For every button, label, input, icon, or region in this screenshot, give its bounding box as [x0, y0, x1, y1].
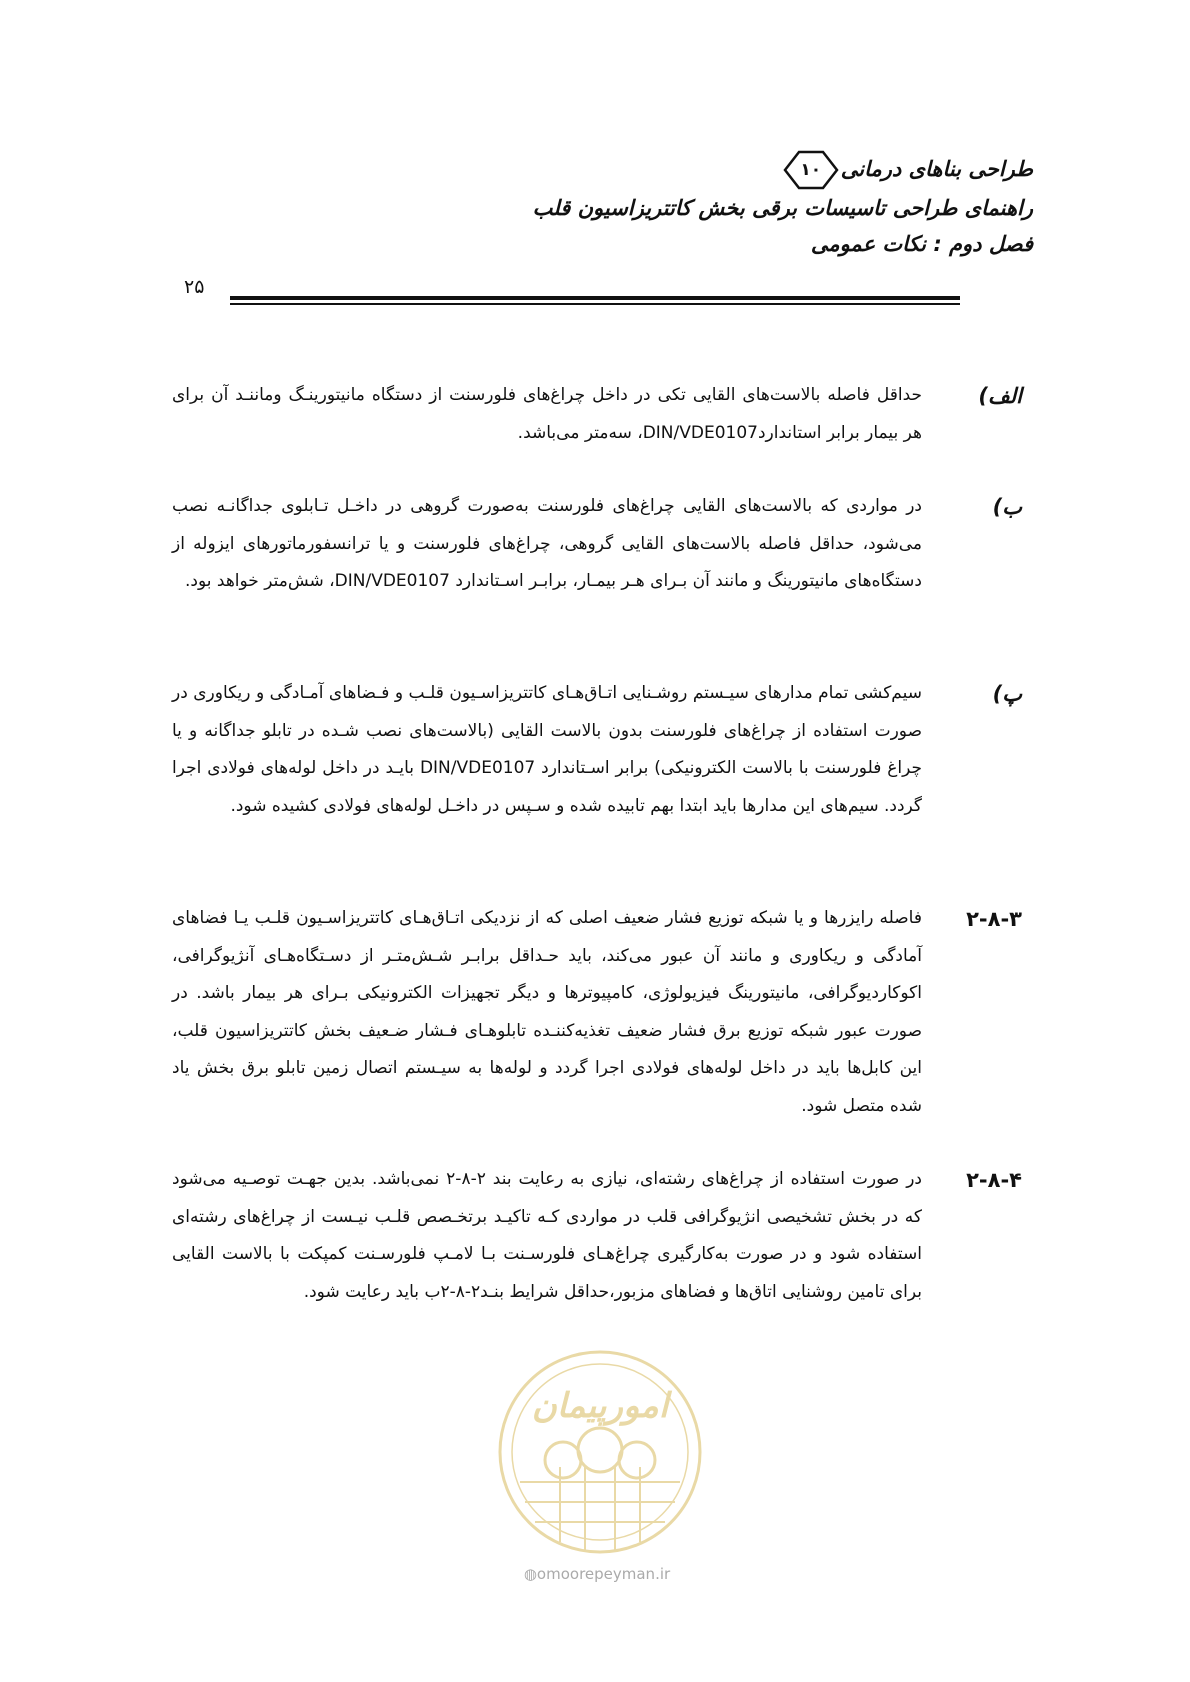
- paragraph-text: در مواردی که بالاست‌های القایی چراغ‌های فلورسنت به‌صورت گروهی در داخـل تـابلوی جداگانـه نصب می‌شود، حداقل فاصله بالاست‌های القایی گروهی، چراغ‌های فلورسنت و یا ترانسفورماتورهای ایزوله از دستگاه‌های مانیتورینگ و مانند آن بـرای هـر بیمـار، برابـر اسـتاندارد DIN/VDE0107، شش‌متر خواهد بود.: [172, 496, 922, 591]
- section-2-8-3: [172, 900, 1022, 1125]
- header-line-3: فصل دوم : نکات عمومی: [810, 232, 1033, 256]
- watermark-url-text: omoorepeyman.ir: [536, 1565, 671, 1583]
- watermark-logo-text: امورپیمان: [531, 1386, 669, 1426]
- paragraph-be: [172, 488, 1022, 601]
- paragraph-pe: [172, 675, 1022, 825]
- globe-icon: ◍: [523, 1565, 537, 1583]
- paragraph-label: ب): [992, 495, 1022, 519]
- section-2-8-4: [172, 1161, 1022, 1311]
- running-header: [213, 150, 1033, 262]
- page-number: ۲۵: [184, 276, 205, 298]
- section-number: ۲-۸-۴: [966, 1168, 1022, 1192]
- header-line-2: راهنمای طراحی تاسیسات برقی بخش کاتتریزاسیون قلب: [532, 196, 1033, 220]
- paragraph-text: حداقل فاصله بالاست‌های القایی تکی در داخل چراغ‌های فلورسنت از دستگاه مانیتورینـگ وماننـد آن برای هر بیمار برابر استانداردDIN/VDE0107، سه‌متر می‌باشد.: [172, 385, 922, 443]
- header-line-1: [213, 150, 1033, 190]
- paragraph-alef: [172, 377, 1022, 452]
- paragraph-label: پ): [992, 682, 1022, 706]
- watermark-logo: [485, 1342, 715, 1562]
- paragraph-label: الف): [978, 384, 1022, 408]
- header-rule-thick: [230, 296, 960, 300]
- header-rule-thin: [230, 303, 960, 305]
- section-text: فاصله رایزرها و یا شبکه توزیع فشار ضعیف اصلی که از نزدیکی اتـاق‌هـای کاتتریزاسـیون قلـب یـا فضاهای آمادگی و ریکاوری و مانند آن عبور می‌کند، باید حـداقل برابـر شـش‌متـر از دسـتگاه‌هـای آنژیوگرافی، اکوکاردیوگرافی، مانیتورینگ فیزیولوژی، کامپیوترها و دیگر تجهیزات الکترونیکی بـرای هر بیمار باشد. در صورت عبور شبکه توزیع برق فشار ضعیف تغذیه‌کننـده تابلوهـای فـشار ضـعیف بخش کاتتریزاسیون قلب، این کابل‌ها باید در داخل لوله‌های فولادی اجرا گردد و لوله‌ها به سیـستم اتصال زمین تابلو برق بخش یاد شده متصل شود.: [172, 908, 922, 1116]
- chapter-number: ۱۰: [800, 160, 822, 180]
- watermark-url: [482, 1565, 712, 1583]
- header-book-title: طراحی بناهای درمانی: [840, 157, 1033, 181]
- section-text: در صورت استفاده از چراغ‌های رشته‌ای، نیازی به رعایت بند ۲-۸-۲ نمی‌باشد. بدین جهـت توصـیه می‌شود که در بخش تشخیصی انژیوگرافی قلب در مواردی کـه تاکیـد برتخـصص قلـب نیـست از چراغ‌های رشته‌ای استفاده شود و در صورت به‌کارگیری چراغ‌هـای فلورسـنت بـا لامـپ فلورسـنت کمپکت با بالاست القایی برای تامین روشنایی اتاق‌ها و فضاهای مزبور،حداقل شرایط بنـد۲-۸-۲ب باید رعایت شود.: [172, 1169, 922, 1302]
- chapter-number-badge: [783, 150, 839, 190]
- paragraph-text: سیم‌کشی تمام مدارهای سیـستم روشـنایی اتـاق‌هـای کاتتریزاسـیون قلـب و فـضاهای آمـادگی و ریکاوری در صورت استفاده از چراغ‌های فلورسنت بدون بالاست القایی (بالاست‌های نصب شـده در تابلو جداگانه و یا چراغ فلورسنت با بالاست الکترونیکی) برابر اسـتاندارد DIN/VDE0107 بایـد در داخل لوله‌های فولادی اجرا گردد. سیم‌های این مدارها باید ابتدا بهم تابیده شده و سـپس در داخـل لوله‌های فولادی کشیده شود.: [172, 683, 922, 816]
- section-number: ۲-۸-۳: [966, 907, 1022, 931]
